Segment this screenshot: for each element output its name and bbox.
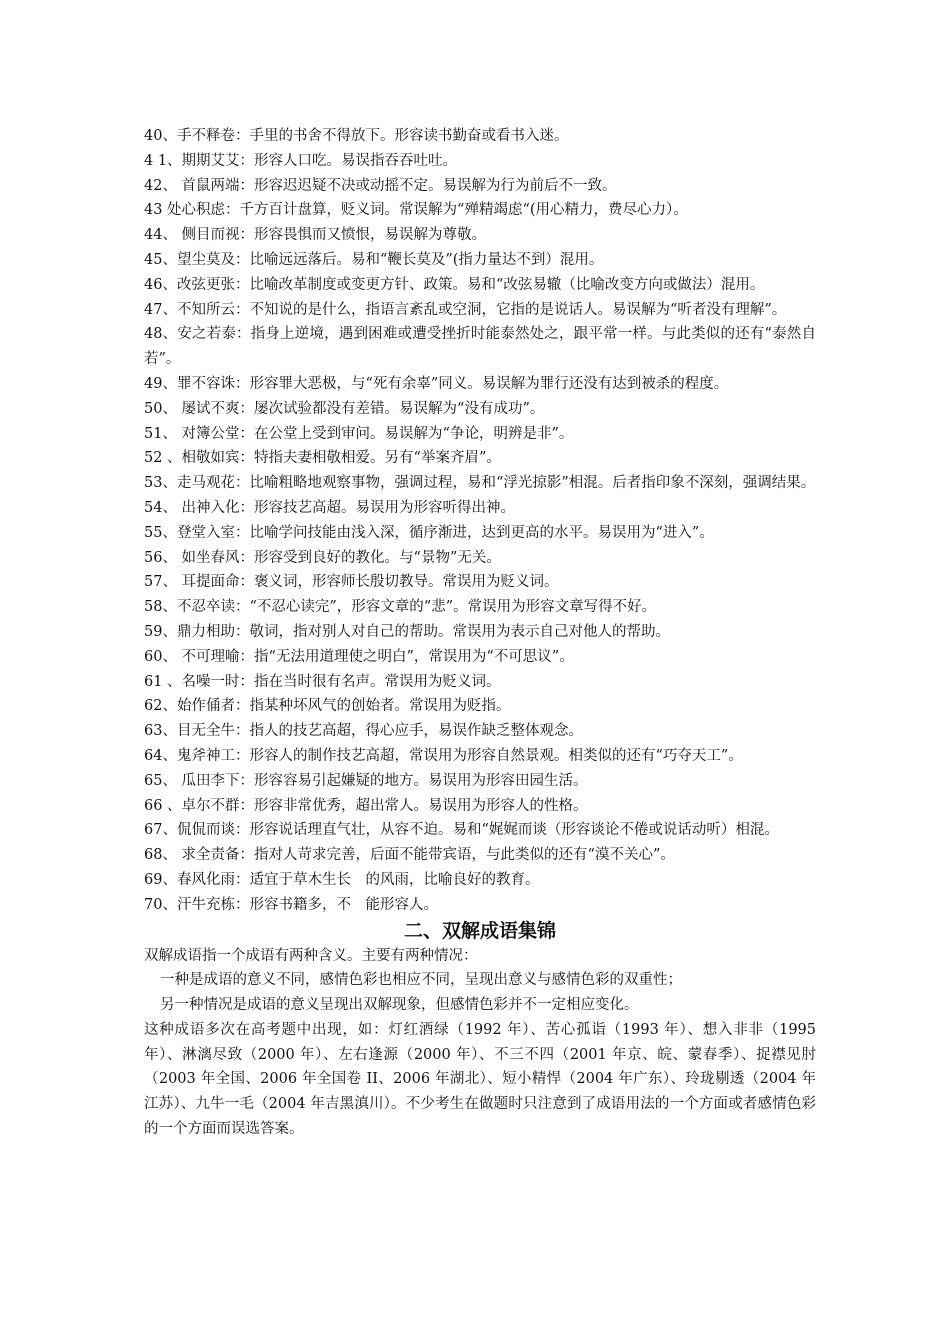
idiom-entry: 53、走马观花：比喻粗略地观察事物，强调过程，易和“浮光掠影”相混。后者指印象不深刻，强调结果。	[144, 475, 816, 492]
idiom-entry: 54、 出神入化：形容技艺高超。易误用为形容听得出神。	[144, 499, 516, 516]
idiom-entry: 67、侃侃而谈：形容说话理直气壮，从容不迫。易和“娓娓而谈（形容谈论不倦或说话动听）相混。	[144, 822, 779, 839]
idiom-entry: 43 处心积虑：千方百计盘算，贬义词。常误解为“殚精竭虑“(用心精力，费尽心力）。	[144, 202, 688, 219]
document-page	[144, 124, 821, 1142]
idiom-entry: 59、鼎力相助：敬词，指对别人对自己的帮助。常误用为表示自己对他人的帮助。	[144, 623, 670, 640]
idiom-entry: 56、 如坐春风：形容受到良好的教化。与“景物”无关。	[144, 549, 501, 566]
idiom-entry: 62、始作俑者：指某种坏风气的创始者。常误用为贬指。	[144, 698, 511, 715]
conclusion-paragraph: 这种成语多次在高考题中出现，如：灯红酒绿（1992 年）、苦心孤诣（1993 年）、想入非非（1995 年）、淋漓尽致（2000 年）、左右逢源（2000 年）、不三不四（2001 年京、皖、蒙春季）、捉襟见肘（2003 年全国、2006 年全国卷 II、2006 年湖北）、短小精悍（2004 年广东）、玲珑剔透（2004 年江苏）、九牛一毛（2004 年吉黑滇川）。不少考生在做题时只注意到了成语用法的一个方面或者感情色彩的一个方面而误选答案。	[144, 1021, 821, 1138]
idiom-list	[144, 124, 816, 918]
section-heading: 二、双解成语集锦	[403, 919, 556, 942]
idiom-entry: 70、汗牛充栋：形容书籍多，不 能形容人。	[144, 896, 438, 913]
idiom-entry: 48、安之若泰：指身上逆境，遇到困难或遭受挫折时能泰然处之，跟平常一样。与此类似的还有“泰然自若”。	[144, 326, 816, 368]
idiom-entry: 69、春风化雨：适宜于草木生长 的风雨，比喻良好的教育。	[144, 871, 540, 888]
intro-paragraph: 双解成语指一个成语有两种含义。主要有两种情况：	[144, 947, 478, 964]
case-two-paragraph: 另一种情况是成语的意义呈现出双解现象，但感情色彩并不一定相应变化。	[160, 997, 639, 1014]
idiom-entry: 61 、名噪一时：指在当时很有名声。常误用为贬义词。	[144, 673, 501, 690]
idiom-entry: 58、不忍卒读：“不忍心读完”，形容文章的“悲”。常误用为形容文章写得不好。	[144, 599, 657, 616]
idiom-entry: 55、登堂入室：比喻学问技能由浅入深，循序渐进，达到更高的水平。易误用为“进入”。	[144, 524, 714, 541]
idiom-entry: 68、 求全责备：指对人苛求完善，后面不能带宾语，与此类似的还有“漠不关心”。	[144, 847, 675, 864]
idiom-entry: 66 、卓尔不群：形容非常优秀，超出常人。易误用为形容人的性格。	[144, 797, 588, 814]
idiom-entry: 47、不知所云：不知说的是什么，指语言紊乱或空洞，它指的是说话人。易误解为“听者没有理解”。	[144, 301, 787, 318]
idiom-entry: 51、 对簿公堂：在公堂上受到审问。易误解为“争论，明辨是非”。	[144, 425, 574, 442]
idiom-entry: 44、 侧目而视：形容畏惧而又愤恨，易误解为尊敬。	[144, 227, 487, 244]
idiom-entry: 52 、相敬如宾：特指夫妻相敬相爱。另有“举案齐眉”。	[144, 450, 501, 467]
idiom-entry: 57、 耳提面命：褒义词，形容师长殷切教导。常误用为贬义词。	[144, 574, 559, 591]
idiom-entry: 46、改弦更张：比喻改革制度或变更方针、政策。易和“改弦易辙（比喻改变方向或做法）混用。	[144, 276, 765, 293]
idiom-entry: 45、望尘莫及：比喻远远落后。易和“鞭长莫及”(指力量达不到）混用。	[144, 251, 604, 268]
idiom-entry: 50、 屡试不爽：屡次试验都没有差错。易误解为“没有成功”。	[144, 400, 545, 417]
idiom-entry: 60、 不可理喻：指“无法用道理使之明白”，常误用为“不可思议”。	[144, 648, 574, 665]
idiom-entry: 65、 瓜田李下：形容容易引起嫌疑的地方。易误用为形容田园生活。	[144, 772, 588, 789]
idiom-entry: 49、罪不容诛：形容罪大恶极，与“死有余辜”同义。易误解为罪行还没有达到被杀的程度。	[144, 375, 729, 392]
case-one-paragraph: 一种是成语的意义不同，感情色彩也相应不同，呈现出意义与感情色彩的双重性；	[160, 972, 682, 989]
idiom-entry: 42、 首鼠两端：形容迟迟疑不决或动摇不定。易误解为行为前后不一致。	[144, 177, 617, 194]
idiom-entry: 64、鬼斧神工：形容人的制作技艺高超，常误用为形容自然景观。相类似的还有“巧夺天工”。	[144, 747, 743, 764]
idiom-entry: 4 1、期期艾艾：形容人口吃。易误指吞吞吐吐。	[144, 152, 458, 169]
idiom-entry: 63、目无全牛：指人的技艺高超，得心应手，易误作缺乏整体观念。	[144, 723, 583, 740]
idiom-entry: 40、手不释卷：手里的书舍不得放下。形容读书勤奋或看书入迷。	[144, 128, 569, 144]
